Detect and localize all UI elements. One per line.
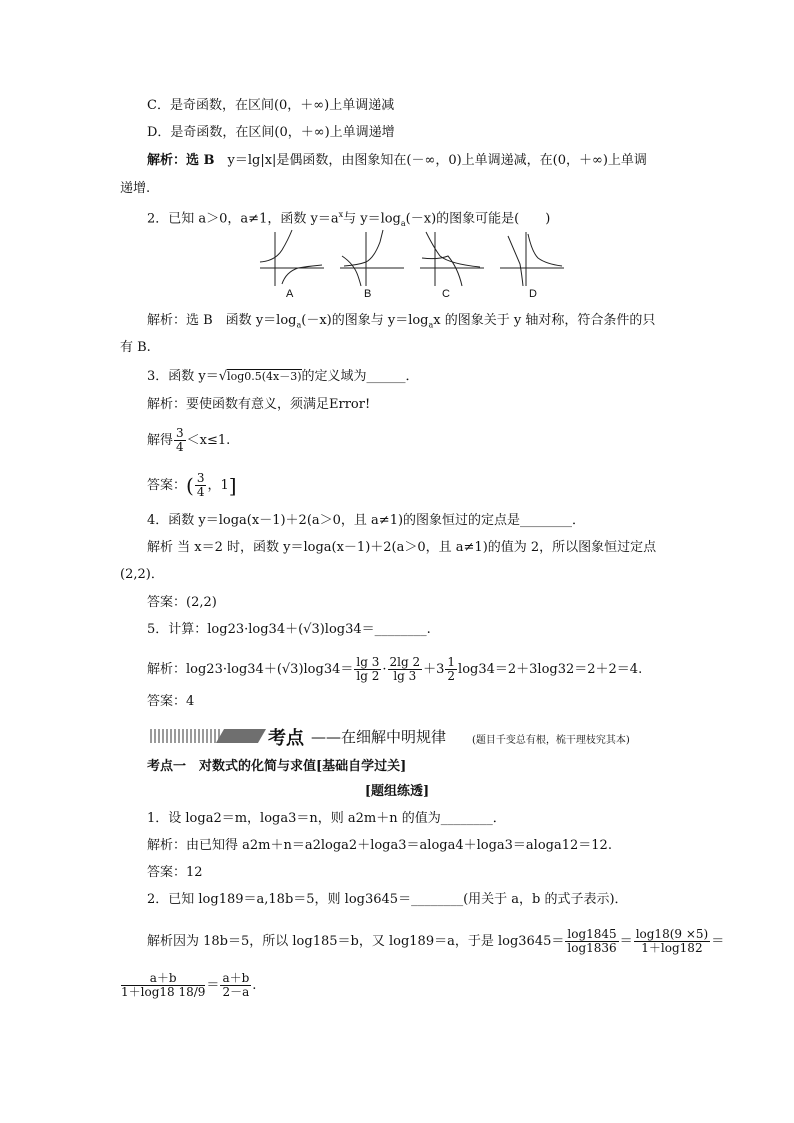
solution-label: 解析：选 B xyxy=(147,153,228,168)
frac-den: lg 2 xyxy=(356,669,380,683)
graph-b xyxy=(338,228,408,288)
equals: ＝ xyxy=(206,978,220,993)
q3-jiede xyxy=(147,427,230,454)
q4-answer: 答案：(2,2) xyxy=(147,595,217,610)
equals: ＝ xyxy=(711,934,725,949)
q2-sol-c: x 的图象关于 y 轴对称，符合条件的只 xyxy=(433,313,656,328)
q4-solution-line2: (2,2)． xyxy=(120,567,164,582)
graph-label-b: B xyxy=(364,288,372,300)
frac-num: log18(9 ×5) xyxy=(635,927,709,941)
right-bracket: ] xyxy=(228,473,237,498)
graph-label-c: C xyxy=(442,288,450,300)
frac-den: 2 xyxy=(447,669,456,683)
q3-solution: 解析：要使函数有意义，须满足Error! xyxy=(147,397,371,412)
period: . xyxy=(252,978,257,993)
dot: · xyxy=(382,662,387,677)
q5-frac3 xyxy=(445,656,457,683)
plus3: ＋3 xyxy=(423,662,445,677)
equals: ＝ xyxy=(619,934,633,949)
q3-stem xyxy=(147,368,419,386)
sqrt-sign: √ xyxy=(218,369,228,384)
p2-stem: 2．已知 log189＝a,18b＝5，则 log3645＝________(用关于 a，b 的式子表示)． xyxy=(147,892,628,907)
q1-solution-line2: 递增. xyxy=(120,181,151,196)
section-heading: 考点一 对数式的化简与求值[基础自学过关] xyxy=(147,759,407,774)
frac-num: 1 xyxy=(447,655,456,669)
frac-num: lg 3 xyxy=(356,655,380,669)
q2-sol-sub1: a xyxy=(296,320,302,330)
q5-frac1 xyxy=(354,656,381,683)
p2-frac1 xyxy=(565,928,618,955)
solution-text: y＝lg|x|是偶函数，由图象知在(－∞，0)上单调递减，在(0，＋∞)上单调 xyxy=(227,153,647,168)
q2-solution-line2: 有 B. xyxy=(120,340,151,355)
q2-sol-b: (－x)的图象与 y＝log xyxy=(301,313,429,328)
q4-stem: 4．函数 y＝loga(x－1)＋2(a＞0，且 a≠1)的图象恒过的定点是________． xyxy=(147,513,586,528)
frac-num: 3 xyxy=(196,471,205,485)
p1-stem: 1．设 loga2＝m，loga3＝n，则 a2m＋n 的值为________． xyxy=(147,811,506,826)
graph-a xyxy=(258,228,328,288)
banner-kaodian: 考点 xyxy=(268,728,304,749)
frac-den: 1＋log182 xyxy=(641,941,703,955)
q5-answer: 答案：4 xyxy=(147,694,195,709)
p1-solution: 解析：由已知得 a2m＋n＝a2loga2＋loga3＝aloga4＋loga3＝aloga12＝12. xyxy=(147,838,612,853)
q2-solution-line1 xyxy=(147,312,655,335)
frac-den: 4 xyxy=(176,440,184,454)
p2-solution-line1 xyxy=(147,928,724,955)
q5-sol-a: 解析：log23·log34＋(√3)log34＝ xyxy=(147,662,354,677)
frac-den: lg 3 xyxy=(393,669,417,683)
section-tag: [题组练透] xyxy=(364,784,430,799)
p2-sol-a: 解析因为 18b＝5，所以 log185＝b，又 log189＝a，于是 log3645＝ xyxy=(147,934,565,949)
q5-solution xyxy=(147,656,642,683)
frac-num: log1845 xyxy=(567,927,617,941)
p2-frac3 xyxy=(121,972,205,999)
p1-answer: 答案：12 xyxy=(147,865,203,880)
frac-den: log1836 xyxy=(567,941,617,955)
q5-sol-b: log34＝2＋3log32＝2＋2＝4. xyxy=(458,662,643,677)
banner-subtitle: (题目千变总有根，梳干理枝究其本) xyxy=(472,735,630,746)
banner-slant-block xyxy=(216,729,266,743)
graph-label-d: D xyxy=(529,288,537,300)
q3-stem-a: 3．函数 y＝ xyxy=(147,369,219,384)
option-d: D．是奇函数，在区间(0，＋∞)上单调递增 xyxy=(147,125,395,140)
q5-frac2 xyxy=(388,656,423,683)
section-banner xyxy=(150,725,690,747)
q2-stem-sup: x xyxy=(338,210,344,219)
graph-options xyxy=(258,228,568,304)
q3-answer xyxy=(147,472,237,499)
fraction-3-4 xyxy=(174,427,186,454)
option-c: C．是奇函数，在区间(0，＋∞)上单调递减 xyxy=(147,98,395,113)
answer-fraction xyxy=(195,472,207,499)
q3-stem-b: 的定义域为______． xyxy=(301,369,419,384)
banner-stripes xyxy=(150,729,222,743)
left-paren: ( xyxy=(186,473,194,498)
frac-num: a＋b xyxy=(222,971,250,985)
q5-stem: 5．计算：log23·log34＋(√3)log34＝________. xyxy=(147,622,431,637)
q2-stem-sub: a xyxy=(400,218,406,228)
frac-num: a＋b xyxy=(121,972,205,986)
answer-tail: ，1 xyxy=(207,478,229,493)
frac-den: 1＋log18 18/9 xyxy=(121,985,206,999)
graph-label-a: A xyxy=(286,288,294,300)
frac-num: 3 xyxy=(176,426,184,440)
graph-d xyxy=(498,228,568,288)
q2-stem-b: 与 y＝log xyxy=(343,211,401,227)
q2-sol-a: 解析：选 B 函数 y＝log xyxy=(147,313,297,328)
q1-solution-line1 xyxy=(147,152,647,170)
graph-c xyxy=(418,228,488,288)
banner-title: ——在细解中明规律 xyxy=(311,728,447,746)
p2-frac4 xyxy=(220,972,251,999)
p2-frac2 xyxy=(634,928,711,955)
frac-num: 2lg 2 xyxy=(389,655,421,669)
q2-stem-c: (－x)的图象可能是( ) xyxy=(405,211,551,227)
radicand: log0.5(4x－3) xyxy=(227,370,302,383)
q4-solution-line1: 解析 当 x＝2 时，函数 y＝loga(x－1)＋2(a＞0，且 a≠1)的值为 2，所以图象恒过定点 xyxy=(147,540,657,555)
answer-label: 答案： xyxy=(147,478,187,493)
q2-stem-a: 2．已知 a＞0，a≠1，函数 y＝a xyxy=(147,211,339,227)
jiede-tail: ＜x≤1. xyxy=(186,433,231,448)
frac-den: 4 xyxy=(196,485,205,499)
frac-den: 2－a xyxy=(222,985,250,999)
p2-solution-line2 xyxy=(120,972,256,999)
jiede-label: 解得 xyxy=(147,433,174,448)
q2-sol-sub2: a xyxy=(428,320,434,330)
